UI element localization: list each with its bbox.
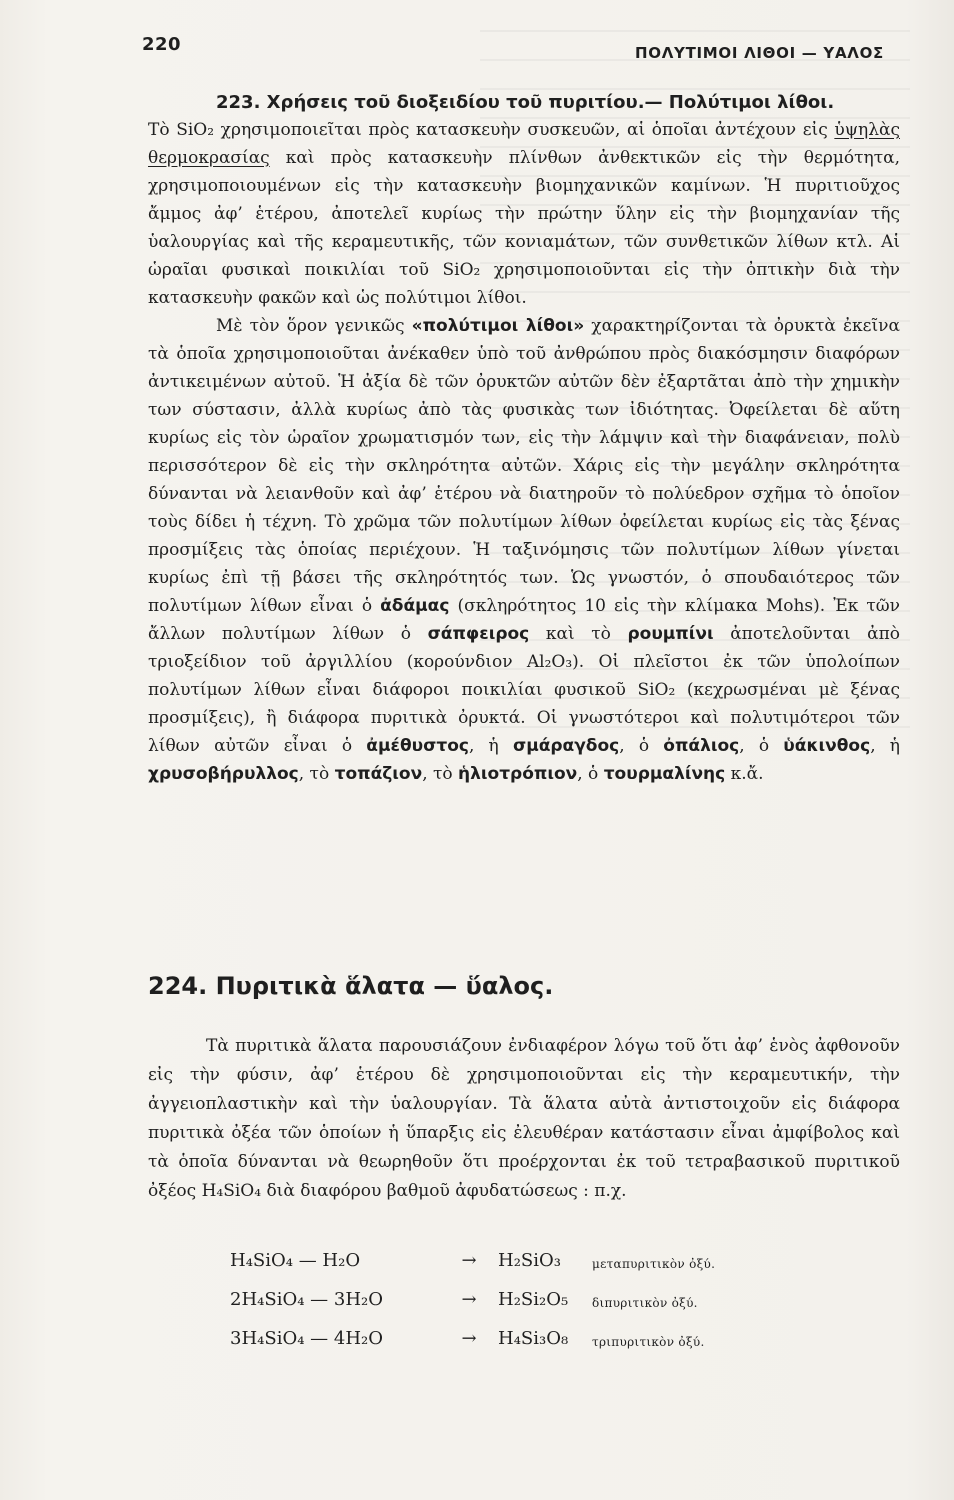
formula-line-disilicic — [230, 1281, 790, 1320]
hyacinth-term: ὑάκινθος — [783, 736, 871, 756]
gem-separator-5: , τὸ — [298, 764, 335, 784]
gem-separator-3: , ὁ — [739, 736, 784, 756]
tourmaline-term: τουρμαλίνης — [603, 764, 726, 784]
formula-acid-name: τριπυριτικὸν ὀξύ. — [592, 1335, 705, 1349]
silicic-acid-formulas — [230, 1242, 790, 1359]
formula-line-trisilicic — [230, 1320, 790, 1359]
precious-stones-term: «πολύτιμοι λίθοι» — [411, 316, 585, 336]
section-223-paragraph-2-part-1: Μὲ τὸν ὅρον γενικῶς — [216, 316, 412, 336]
chrysoberyl-term: χρυσοβήρυλλος — [148, 764, 299, 784]
section-223-paragraph-2-end: κ.ἄ. — [725, 764, 764, 784]
formula-product: H₄Si₃O₈ — [498, 1328, 569, 1349]
section-224-title: 224. Πυριτικὰ ἅλατα — ὕαλος. — [148, 972, 554, 1000]
formula-left-expression: H₄SiO₄ — H₂O — [230, 1250, 361, 1271]
page-number: 220 — [142, 34, 182, 55]
formula-line-metasilicic — [230, 1242, 790, 1281]
section-224-paragraph: Τὰ πυριτικὰ ἅλατα παρουσιάζουν ἐνδιαφέρον λόγω τοῦ ὅτι ἀφ’ ἑνὸς ἀφθονοῦν εἰς τὴν φύσιν, ἀφ’ ἑτέρου δὲ χρησιμοποιοῦνται εἰς τὴν κεραμευτικήν, τὴν ἀγγειοπλαστικὴν καὶ τὴν ὑαλουργίαν. Τὰ ἅλατα αὐτὰ ἀντιστοιχοῦν εἰς διάφορα πυριτικὰ ὀξέα τῶν ὁποίων ἡ ὕπαρξις εἰς ἐλευθέραν κατάστασιν εἶναι ἀμφίβολος καὶ τὰ ὁποῖα δύνανται νὰ θεωρηθοῦν ὅτι προέρχονται ἐκ τοῦ τετραβασικοῦ πυριτικοῦ ὀξέος H₄SiO₄ διὰ διαφόρου βαθμοῦ ἀφυδατώσεως : π.χ. — [148, 1036, 900, 1201]
right-arrow-icon: → — [461, 1250, 477, 1271]
section-223-paragraph-2 — [148, 312, 900, 788]
section-223-paragraph-2-part-3: (σκληρότητος 10 εἰς τὴν κλίμακα Mohs). Ἐκ τῶν ἄλλων πολυτίμων λίθων ὁ — [148, 596, 901, 644]
gem-separator-6: , τὸ — [422, 764, 459, 784]
amethyst-term: ἀμέθυστος — [366, 736, 469, 756]
opal-term: ὀπάλιος — [663, 736, 740, 756]
high-temperatures-term: ὑψηλὰς θερμοκρασίας — [148, 120, 900, 168]
sapphire-term: σάπφειρος — [427, 624, 530, 644]
gem-separator-7: , ὁ — [577, 764, 604, 784]
gem-separator-4: , ἡ — [870, 736, 900, 756]
section-224 — [148, 970, 900, 1206]
formula-acid-name: διπυριτικὸν ὀξύ. — [592, 1296, 698, 1310]
formula-acid-name: μεταπυριτικὸν ὀξύ. — [592, 1257, 716, 1271]
right-arrow-icon: → — [461, 1328, 477, 1349]
section-223-paragraph-2-part-2: χαρακτηρίζονται τὰ ὀρυκτὰ ἐκεῖνα τὰ ὁποῖα χρησιμοποιοῦται ἀνέκαθεν ὑπὸ τοῦ ἀνθρώπου πρὸς διακόσμησιν διαφόρων ἀντικειμένων αὐτοῦ. Ἡ ἀξία δὲ τῶν ὀρυκτῶν αὐτῶν δὲν ἐξαρτᾶται ἀπὸ τὴν χημικὴν των σύστασιν, ἀλλὰ κυρίως ἀπὸ τὰς φυσικὰς των ἰδιότητας. Ὀφείλεται δὲ αὕτη κυρίως εἰς τὸν ὡραῖον χρωματισμόν των, εἰς τὴν λάμψιν καὶ τὴν διαφάνειαν, πολὺ περισσότερον δὲ εἰς τὴν σκληρότητα αὐτῶν. Χάρις εἰς τὴν μεγάλην σκληρότητα δύνανται νὰ λειανθοῦν καὶ ἀφ’ ἑτέρου νὰ διατηροῦν τὸ πολύεδρον σχῆμα τὸ ὁποῖον τοὺς δίδει ἡ τέχνη. Τὸ χρῶμα τῶν πολυτίμων λίθων ὀφείλεται κυρίως εἰς τὰς ξένας προσμίξεις τὰς ὁποίας περιέχουν. Ἡ ταξινόμησις τῶν πολυτίμων λίθων γίνεται κυρίως ἐπὶ τῇ βάσει τῆς σκληρότητός των. Ὡς γνωστόν, ὁ σπουδαιότερος τῶν πολυτίμων λίθων εἶναι ὁ — [148, 316, 900, 616]
running-header: ΠΟΛΥΤΙΜΟΙ ΛΙΘΟΙ — ΥΑΛΟΣ — [635, 44, 884, 62]
section-223-paragraph-1 — [148, 116, 900, 312]
formula-left-expression: 3H₄SiO₄ — 4H₂O — [230, 1328, 383, 1349]
section-223-paragraph-2-part-4: καὶ τὸ — [529, 624, 628, 644]
formula-left-expression: 2H₄SiO₄ — 3H₂O — [230, 1289, 383, 1310]
section-223-paragraph-1-part-2: καὶ πρὸς κατασκευὴν πλίνθων ἀνθεκτικῶν εἰς τὴν θερμότητα, χρησιμοποιουμένων εἰς τὴν κατασκευὴν βιομηχανικῶν καμίνων. Ἡ πυριτιοῦχος ἄμμος ἀφ’ ἑτέρου, ἀποτελεῖ κυρίως τὴν πρώτην ὕλην εἰς τὴν βιομηχανίαν τῆς ὑαλουργίας καὶ τῆς κεραμευτικῆς, τῶν κονιαμάτων, τῶν συνθετικῶν λίθων κτλ. Αἱ ὡραῖαι φυσικαὶ ποικιλίαι τοῦ SiO₂ χρησιμοποιοῦνται εἰς τὴν ὀπτικὴν διὰ τὴν κατασκευὴν φακῶν καὶ ὡς πολύτιμοι λίθοι. — [148, 148, 900, 308]
topaz-term: τοπάζιον — [334, 764, 423, 784]
ruby-term: ρουμπίνι — [627, 624, 714, 644]
formula-product: H₂Si₂O₅ — [498, 1289, 569, 1310]
emerald-term: σμάραγδος — [512, 736, 620, 756]
gem-separator-1: , ἡ — [468, 736, 513, 756]
section-223-paragraph-2-part-5: ἀποτελοῦνται ἀπὸ τριοξείδιον τοῦ ἀργιλλίου (κορούνδιον Al₂O₃). Οἱ πλεῖστοι ἐκ τῶν ὑπολοίπων πολυτίμων λίθων εἶναι διάφοροι ποικιλίαι φυσικοῦ SiO₂ (κεχρωσμέναι μὲ ξένας προσμίξεις), ἢ διάφορα πυριτικὰ ὀρυκτά. Οἱ γνωστότεροι καὶ πολυτιμότεροι τῶν λίθων αὐτῶν εἶναι ὁ — [148, 624, 901, 756]
section-223-paragraph-1-part-1: Τὸ SiO₂ χρησιμοποιεῖται πρὸς κατασκευὴν συσκευῶν, αἱ ὁποῖαι ἀντέχουν εἰς — [148, 120, 835, 140]
right-arrow-icon: → — [461, 1289, 477, 1310]
section-223-title: 223. Χρήσεις τοῦ διοξειδίου τοῦ πυριτίου.— Πολύτιμοι λίθοι. — [216, 92, 835, 113]
heliotrope-term: ἡλιοτρόπιον — [458, 764, 578, 784]
diamond-term: ἀδάμας — [380, 596, 450, 616]
gem-separator-2: , ὁ — [619, 736, 664, 756]
formula-product: H₂SiO₃ — [498, 1250, 561, 1271]
section-223 — [148, 90, 900, 788]
